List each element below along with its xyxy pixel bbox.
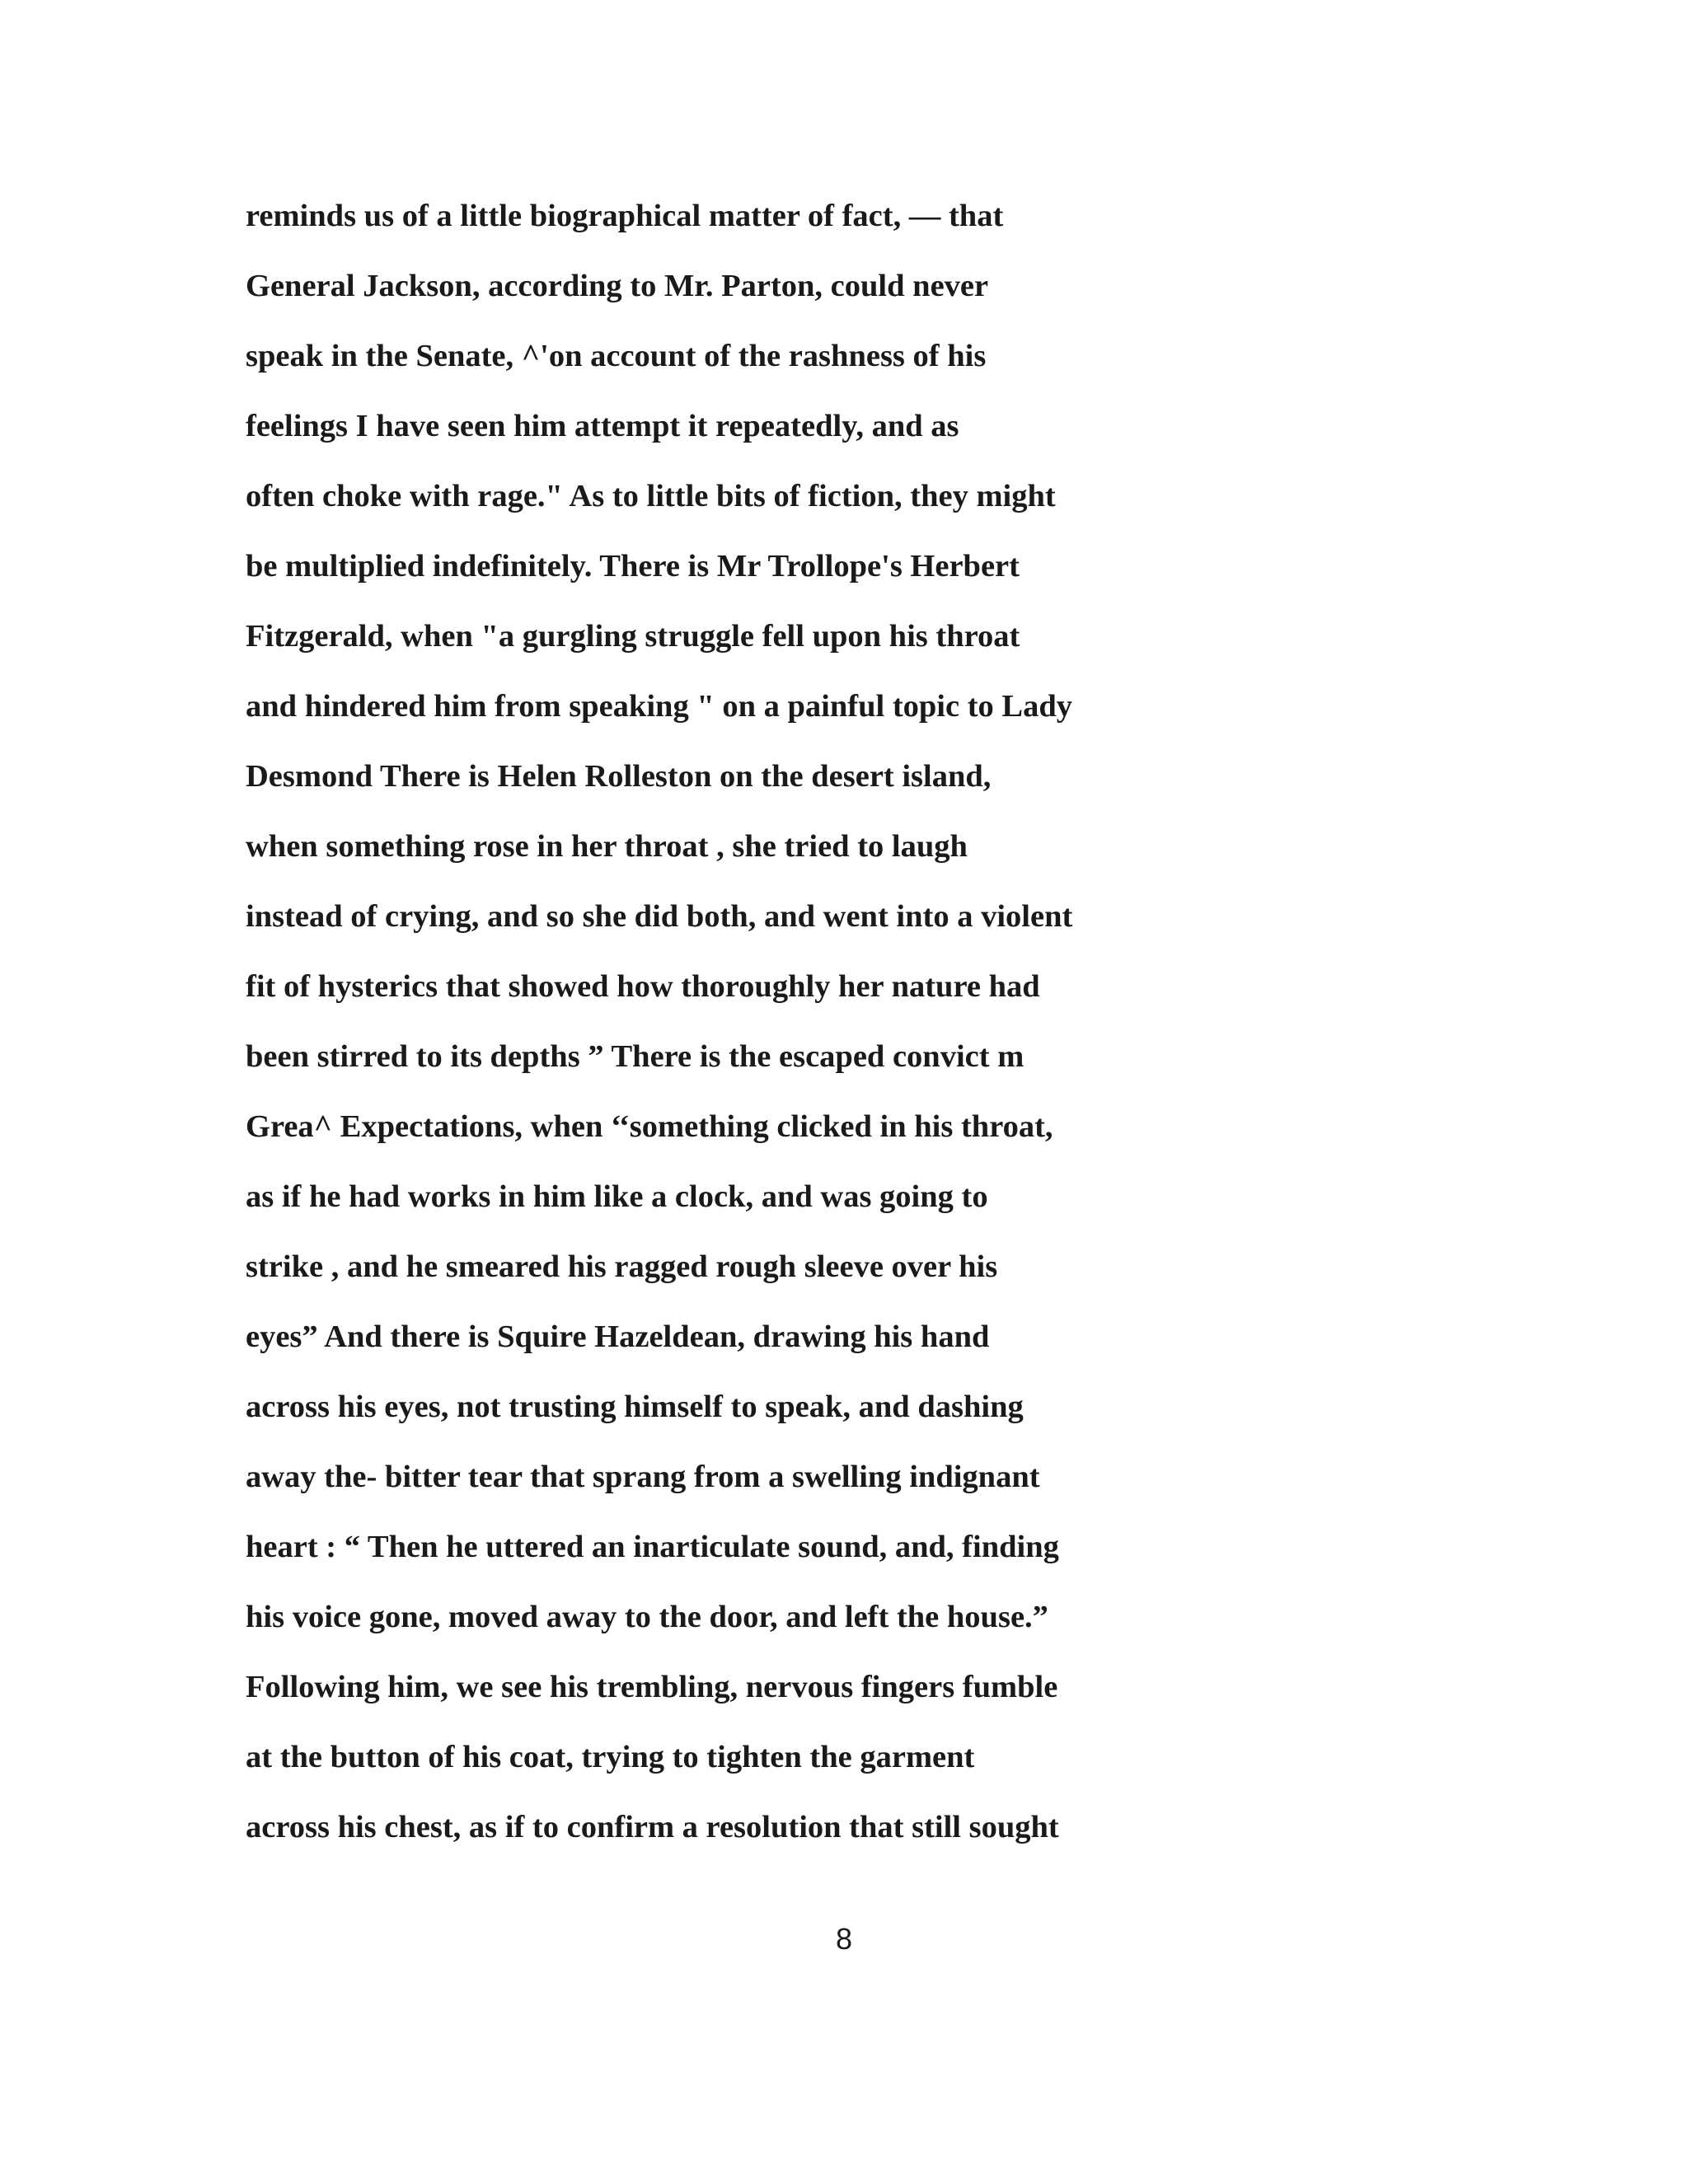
text-line: speak in the Senate, ^'on account of the rashness of his [246,339,987,373]
text-line: heart : “ Then he uttered an inarticulate sound, and, finding [246,1530,1059,1564]
body-text [246,191,1441,1872]
text-line: when something rose in her throat , she tried to laugh [246,829,968,864]
text-line: often choke with rage." As to little bits of fiction, they might [246,479,1056,513]
text-line: eyes” And there is Squire Hazeldean, drawing his hand [246,1319,990,1354]
text-line: feelings I have seen him attempt it repeatedly, and as [246,409,959,443]
page-number: 8 [835,1922,853,1956]
text-line: away the- bitter tear that sprang from a swelling indignant [246,1460,1040,1494]
text-line: across his chest, as if to confirm a resolution that still sought [246,1810,1059,1844]
text-line: reminds us of a little biographical matter of fact, — that [246,199,1004,233]
text-line: and hindered him from speaking " on a painful topic to Lady [246,689,1072,724]
text-line: his voice gone, moved away to the door, and left the house.” [246,1600,1048,1634]
text-line: fit of hysterics that showed how thoroughly her nature had [246,969,1040,1004]
text-line: Grea^ Expectations, when ‘‘something clicked in his throat, [246,1109,1053,1144]
text-line: Fitzgerald, when "a gurgling struggle fell upon his throat [246,619,1020,654]
text-line: as if he had works in him like a clock, and was going to [246,1179,988,1214]
text-line: General Jackson, according to Mr. Parton, could never [246,269,989,303]
text-line: instead of crying, and so she did both, and went into a violent [246,899,1073,934]
text-line: Desmond There is Helen Rolleston on the desert island, [246,759,992,794]
text-line: Following him, we see his trembling, nervous fingers fumble [246,1670,1058,1704]
text-line: at the button of his coat, trying to tighten the garment [246,1740,975,1774]
text-line: been stirred to its depths ” There is the escaped convict m [246,1039,1025,1074]
text-line: across his eyes, not trusting himself to speak, and dashing [246,1390,1024,1424]
text-line: be multiplied indefinitely. There is Mr Trollope's Herbert [246,549,1020,583]
text-line: strike , and he smeared his ragged rough sleeve over his [246,1249,998,1284]
